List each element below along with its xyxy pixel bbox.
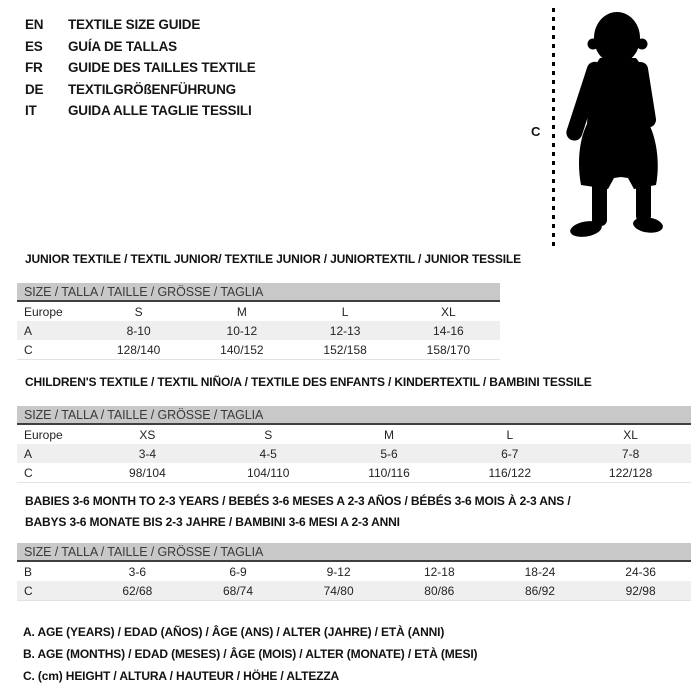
table-cell: 12-13 (294, 321, 397, 340)
table-cell: 128/140 (87, 340, 190, 360)
row-label: C (17, 581, 87, 601)
table-cell: 18-24 (524, 564, 556, 579)
size-header-bar: SIZE / TALLA / TAILLE / GRÖSSE / TAGLIA (17, 543, 691, 561)
table-cell: L (341, 304, 349, 319)
language-code: DE (25, 81, 44, 97)
table-cell: XL (441, 304, 456, 319)
children-size-table (17, 406, 691, 483)
language-code: ES (25, 38, 43, 54)
row-label: A (17, 321, 87, 340)
footnote-b: B. AGE (MONTHS) / EDAD (MESES) / ÂGE (MOIS) / ALTER (MONATE) / ETÀ (MESI) (23, 647, 478, 661)
table-cell: 12-18 (423, 564, 455, 579)
table-cell: 80/86 (389, 581, 490, 601)
table-cell: 14-16 (397, 321, 500, 340)
language-row-es (25, 36, 256, 58)
table-cell: 152/158 (294, 340, 397, 360)
footnote-a: A. AGE (YEARS) / EDAD (AÑOS) / ÂGE (ANS) / ALTER (JAHRE) / ETÀ (ANNI) (23, 625, 445, 639)
row-label: Europe (24, 304, 63, 319)
section-title-line: JUNIOR TEXTILE / TEXTIL JUNIOR/ TEXTILE JUNIOR / JUNIORTEXTIL / JUNIOR TESSILE (25, 252, 521, 266)
size-header-bar: SIZE / TALLA / TAILLE / GRÖSSE / TAGLIA (17, 406, 691, 424)
language-code: IT (25, 103, 37, 119)
language-title: GUIDA ALLE TAGLIE TESSILI (68, 103, 252, 119)
size-header-bar: SIZE / TALLA / TAILLE / GRÖSSE / TAGLIA (17, 283, 500, 301)
height-measure-label: C (531, 124, 541, 139)
table-cell: 4-5 (208, 444, 329, 463)
table-cell: XS (139, 427, 156, 442)
language-title: TEXTILGRÖßENFÜHRUNG (68, 81, 236, 97)
row-label: C (17, 340, 87, 360)
table-cell: 74/80 (288, 581, 389, 601)
table-cell: XL (623, 427, 638, 442)
table-row-height (17, 463, 691, 483)
language-title: GUÍA DE TALLAS (68, 38, 177, 54)
table-cell: 122/128 (570, 463, 691, 483)
section-title-babies (25, 491, 571, 533)
table-cell: 104/110 (208, 463, 329, 483)
table-cell: 7-8 (570, 444, 691, 463)
height-measure-dashed-line (552, 8, 555, 248)
language-code: FR (25, 60, 43, 76)
footnotes (23, 621, 477, 687)
table-cell: 92/98 (590, 581, 691, 601)
table-row-europe (17, 301, 500, 321)
language-code: EN (25, 17, 44, 33)
table-row-height (17, 581, 691, 601)
table-row-europe (17, 424, 691, 444)
table-cell: 10-12 (190, 321, 293, 340)
table-cell: S (134, 304, 143, 319)
row-label: Europe (24, 427, 63, 442)
table-header-row (17, 406, 691, 424)
row-label: C (17, 463, 87, 483)
table-cell: 24-36 (625, 564, 656, 579)
table-cell: 5-6 (329, 444, 450, 463)
table-row-height (17, 340, 500, 360)
table-cell: S (264, 427, 273, 442)
table-cell: M (383, 427, 394, 442)
table-cell: L (506, 427, 514, 442)
section-title-junior (25, 249, 521, 270)
table-cell: 86/92 (490, 581, 591, 601)
table-row-age (17, 321, 500, 340)
table-cell: 62/68 (87, 581, 188, 601)
table-cell: 3-4 (87, 444, 208, 463)
language-title: GUIDE DES TAILLES TEXTILE (68, 60, 256, 76)
language-row-it (25, 100, 256, 122)
table-cell: 6-7 (449, 444, 570, 463)
language-row-de (25, 79, 256, 101)
row-label: B (24, 564, 33, 579)
language-title: TEXTILE SIZE GUIDE (68, 17, 201, 33)
section-title-line: CHILDREN'S TEXTILE / TEXTIL NIÑO/A / TEXTILE DES ENFANTS / KINDERTEXTIL / BAMBINI TESSILE (25, 375, 592, 389)
language-row-en (25, 14, 256, 36)
footnote-c: C. (cm) HEIGHT / ALTURA / HAUTEUR / HÖHE / ALTEZZA (23, 669, 340, 683)
table-cell: M (236, 304, 247, 319)
toddler-silhouette-icon (556, 8, 700, 248)
table-cell: 110/116 (329, 463, 450, 483)
section-title-line: BABYS 3-6 MONATE BIS 2-3 JAHRE / BAMBINI 3-6 MESI A 2-3 ANNI (25, 515, 400, 529)
table-cell: 140/152 (190, 340, 293, 360)
section-title-children (25, 372, 592, 393)
language-row-fr (25, 57, 256, 79)
table-cell: 98/104 (87, 463, 208, 483)
table-row-months (17, 561, 691, 581)
table-cell: 68/74 (188, 581, 289, 601)
junior-size-table (17, 283, 500, 360)
babies-size-table (17, 543, 691, 601)
language-list (25, 14, 256, 122)
table-cell: 116/122 (449, 463, 570, 483)
table-row-age (17, 444, 691, 463)
table-header-row (17, 543, 691, 561)
table-cell: 8-10 (87, 321, 190, 340)
table-header-row (17, 283, 500, 301)
section-title-line: BABIES 3-6 MONTH TO 2-3 YEARS / BEBÉS 3-6 MESES A 2-3 AÑOS / BÉBÉS 3-6 MOIS À 2-3 ANS / (25, 494, 571, 508)
table-cell: 158/170 (397, 340, 500, 360)
table-cell: 9-12 (326, 564, 351, 579)
row-label: A (17, 444, 87, 463)
table-cell: 3-6 (128, 564, 146, 579)
table-cell: 6-9 (229, 564, 247, 579)
